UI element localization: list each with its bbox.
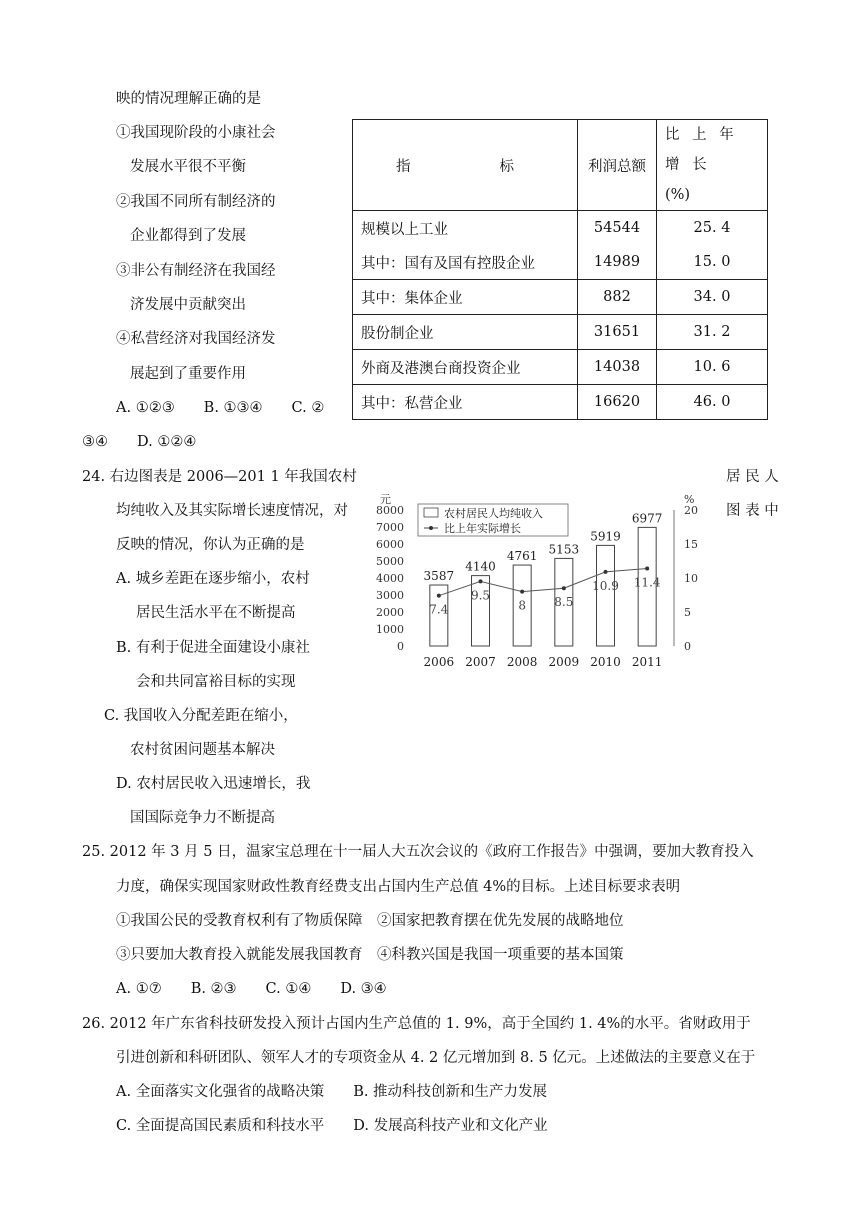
x-tick-label: 2006	[423, 655, 455, 669]
row-growth: 25. 4	[657, 211, 768, 246]
table-row	[353, 385, 768, 420]
q25-options: A. ①⑦ B. ②③ C. ①④ D. ③④	[116, 981, 387, 997]
x-tick-label: 2007	[465, 655, 496, 669]
table-row	[353, 350, 768, 385]
x-tick-label: 2010	[590, 655, 621, 669]
q26-opt-cd: C. 全面提高国民素质和科技水平 D. 发展高科技产业和文化产业	[116, 1118, 548, 1134]
y-right-tick-label: 0	[684, 640, 691, 653]
q24-opt-b-l1: B. 有利于促进全面建设小康社	[116, 640, 310, 656]
q23-item-1-l2: 发展水平很不平衡	[130, 159, 246, 175]
q25-l3: ①我国公民的受教育权利有了物质保障 ②国家把教育摆在优先发展的战略地位	[116, 913, 624, 929]
row-profit: 16620	[578, 385, 657, 420]
line-value-label: 7.4	[429, 602, 449, 617]
q26-l2: 引进创新和科研团队、领军人才的专项资金从 4. 2 亿元增加到 8. 5 亿元。上述做法的主要意义在于	[116, 1050, 756, 1066]
q23-item-1-l1: ①我国现阶段的小康社会	[116, 125, 276, 141]
row-name: 其中：国有及国有控股企业	[353, 245, 578, 280]
x-tick-label: 2009	[548, 655, 580, 669]
bar-value-label: 4140	[465, 559, 496, 574]
row-growth: 31. 2	[657, 315, 768, 350]
growth-point	[479, 579, 483, 583]
row-profit: 14038	[578, 350, 657, 385]
line-value-label: 8	[518, 598, 526, 613]
y-right-tick-label: 10	[684, 572, 698, 585]
q24-stem-l3: 反映的情况，你认为正确的是	[116, 537, 305, 553]
line-value-label: 10.9	[592, 578, 619, 593]
q26-opt-ab: A. 全面落实文化强省的战略决策 B. 推动科技创新和生产力发展	[116, 1084, 548, 1100]
q23-item-3-l1: ③非公有制经济在我国经	[116, 263, 276, 279]
row-name: 其中：集体企业	[353, 280, 578, 315]
bar	[472, 576, 490, 646]
y-right-tick-label: 5	[684, 606, 691, 619]
x-tick-label: 2008	[506, 655, 538, 669]
row-growth: 46. 0	[657, 385, 768, 420]
q26-l1: 26. 2012 年广东省科技研发投入预计占国内生产总值的 1. 9%，高于全国约 1. 4%的水平。省财政用于	[82, 1016, 751, 1032]
growth-point	[437, 594, 441, 598]
row-profit: 14989	[578, 245, 657, 280]
bar-value-label: 4761	[506, 549, 538, 564]
table-row	[353, 245, 768, 280]
header-growth-l2: (%)	[665, 187, 691, 203]
y-left-tick-label: 2000	[376, 606, 404, 619]
q25-l1: 25. 2012 年 3 月 5 日，温家宝总理在十一届人大五次会议的《政府工作报告》中强调，要加大教育投入	[82, 844, 754, 860]
q23-options-line1: A. ①②③ B. ①③④ C. ②	[116, 400, 325, 416]
line-value-label: 9.5	[470, 588, 491, 603]
y-left-tick-label: 7000	[376, 521, 404, 534]
q24-opt-d-l2: 国国际竞争力不断提高	[130, 810, 275, 826]
bar-value-label: 5153	[548, 542, 580, 557]
q23-item-3-l2: 济发展中贡献突出	[130, 297, 246, 313]
y-right-tick-label: 15	[684, 538, 698, 551]
q24-stem-l1-right: 居 民 人	[726, 469, 779, 485]
x-tick-label: 2011	[631, 655, 663, 669]
q23-options-line2: ③④ D. ①②④	[82, 434, 197, 450]
bar	[597, 545, 615, 646]
row-profit: 882	[578, 280, 657, 315]
y-left-tick-label: 5000	[376, 555, 404, 568]
bar-value-label: 6977	[631, 511, 663, 526]
q23-item-2-l1: ②我国不同所有制经济的	[116, 194, 276, 210]
y-right-tick-label: 20	[684, 504, 698, 517]
table-row	[353, 211, 768, 246]
q24-stem-l1: 24. 右边图表是 2006—201 1 年我国农村	[82, 469, 357, 485]
row-name: 其中：私营企业	[353, 385, 578, 420]
q24-stem-l2-right: 图 表 中	[726, 503, 779, 519]
row-name: 外商及港澳台商投资企业	[353, 350, 578, 385]
y-left-tick-label: 4000	[376, 572, 404, 585]
income-growth-chart	[366, 492, 706, 672]
q24-opt-a-l2: 居民生活水平在不断提高	[136, 605, 296, 621]
q24-opt-c-l2: 农村贫困问题基本解决	[130, 742, 275, 758]
q24-stem-l2: 均纯收入及其实际增长速度情况，对	[116, 503, 348, 519]
y-left-unit: 元	[380, 493, 391, 506]
table-row	[353, 280, 768, 315]
q23-item-4-l2: 展起到了重要作用	[130, 366, 246, 382]
y-right-unit: %	[684, 493, 695, 506]
y-left-tick-label: 6000	[376, 538, 404, 551]
bar-value-label: 3587	[423, 569, 455, 584]
q23-stem-end: 映的情况理解正确的是	[116, 91, 261, 107]
row-growth: 34. 0	[657, 280, 768, 315]
header-growth	[657, 120, 768, 211]
q23-item-2-l2: 企业都得到了发展	[130, 228, 246, 244]
header-profit: 利润总额	[578, 120, 657, 211]
q25-l4: ③只要加大教育投入就能发展我国教育 ④科教兴国是我国一项重要的基本国策	[116, 947, 624, 963]
y-left-tick-label: 0	[397, 640, 404, 653]
growth-point	[604, 570, 608, 574]
row-profit: 54544	[578, 211, 657, 246]
row-name: 规模以上工业	[353, 211, 578, 246]
growth-point	[562, 586, 566, 590]
line-value-label: 11.4	[633, 575, 661, 590]
bar-value-label: 5919	[590, 529, 621, 544]
growth-point	[645, 566, 649, 570]
row-profit: 31651	[578, 315, 657, 350]
header-indicator: 指 标	[353, 120, 578, 211]
q23-item-4-l1: ④私营经济对我国经济发	[116, 331, 276, 347]
row-growth: 10. 6	[657, 350, 768, 385]
table-row	[353, 315, 768, 350]
q24-opt-d-l1: D. 农村居民收入迅速增长，我	[116, 776, 311, 792]
y-left-tick-label: 1000	[376, 623, 404, 636]
legend-line-marker	[429, 526, 433, 530]
growth-point	[520, 590, 524, 594]
q24-opt-b-l2: 会和共同富裕目标的实现	[136, 674, 296, 690]
profit-table	[352, 119, 768, 420]
q25-l2: 力度，确保实现国家财政性教育经费支出占国内生产总值 4%的目标。上述目标要求表明	[116, 879, 681, 895]
y-left-tick-label: 3000	[376, 589, 404, 602]
row-name: 股份制企业	[353, 315, 578, 350]
q24-opt-c-l1: C. 我国收入分配差距在缩小，	[104, 708, 298, 724]
header-growth-l1: 比 上 年 增 长	[665, 127, 738, 173]
legend-bar-label: 农村居民人均纯收入	[444, 507, 543, 520]
legend-line-label: 比上年实际增长	[444, 522, 521, 535]
row-growth: 15. 0	[657, 245, 768, 280]
profit-table-header	[353, 120, 768, 211]
y-left-tick-label: 8000	[376, 504, 404, 517]
q24-opt-a-l1: A. 城乡差距在逐步缩小，农村	[116, 571, 310, 587]
line-value-label: 8.5	[554, 595, 574, 610]
